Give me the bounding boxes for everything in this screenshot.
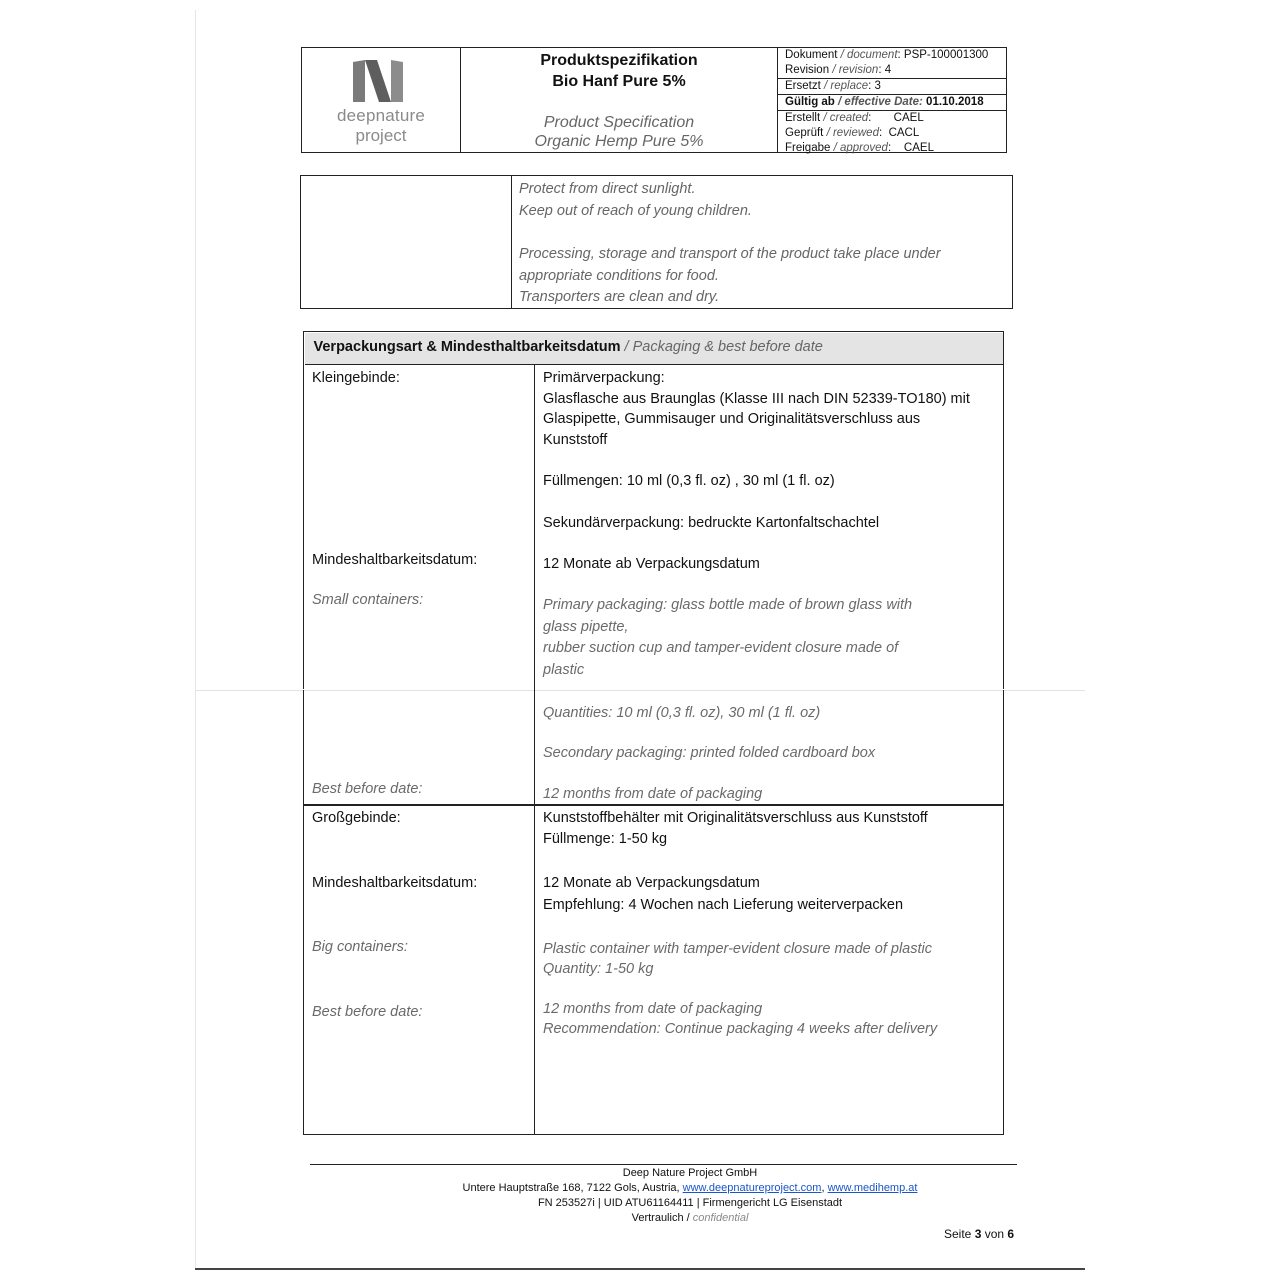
- big-recommendation-de: Empfehlung: 4 Wochen nach Lieferung weiterverpacken: [543, 897, 904, 913]
- footer-address: Untere Hauptstraße 168, 7122 Gols, Austria, www.deepnatureproject.com, www.medihemp.at: [462, 1182, 918, 1194]
- primary-packaging-en-line: glass pipette,: [543, 619, 629, 635]
- storage-box: [300, 175, 1013, 309]
- page-edge: [195, 1268, 1085, 1270]
- primary-packaging-en-line: rubber suction cup and tamper-evident closure made of: [543, 640, 899, 656]
- meta-cell: [778, 48, 1006, 152]
- storage-line: Transporters are clean and dry.: [519, 289, 720, 305]
- meta-revision: Revision / revision: 4: [785, 64, 892, 76]
- storage-line: appropriate conditions for food.: [519, 268, 719, 284]
- primary-packaging-title: Primärverpackung:: [543, 370, 665, 386]
- packaging-table: [303, 331, 1004, 1135]
- website-link[interactable]: www.deepnatureproject.com: [682, 1182, 822, 1194]
- fill-quantities-de: Füllmengen: 10 ml (0,3 fl. oz) , 30 ml (1 fl. oz): [543, 473, 835, 489]
- primary-packaging-en-line: Primary packaging: glass bottle made of brown glass with: [543, 597, 913, 613]
- page-edge: [195, 10, 196, 1270]
- secondary-packaging-en: Secondary packaging: printed folded cardboard box: [543, 745, 876, 761]
- packaging-header-en: / Packaging & best before date: [620, 338, 823, 355]
- meta-effective-date: Gültig ab / effective Date: 01.10.2018: [778, 94, 1006, 110]
- primary-packaging-en-line: plastic: [543, 662, 585, 678]
- footer-rule: [310, 1164, 1017, 1165]
- big-recommendation-en: Recommendation: Continue packaging 4 weeks after delivery: [543, 1021, 938, 1037]
- product-name-de: Bio Hanf Pure 5%: [552, 73, 686, 90]
- big-bbd-label-en: Best before date:: [312, 1004, 423, 1020]
- big-containers-label-en: Big containers:: [312, 939, 408, 955]
- title-en: Product Specification: [543, 114, 695, 131]
- meta-reviewed: Geprüft / reviewed: CACL: [785, 127, 920, 139]
- big-container-en: Plastic container with tamper-evident closure made of plastic: [543, 941, 933, 957]
- medihemp-link[interactable]: www.medihemp.at: [827, 1182, 918, 1194]
- meta-created: Erstellt / created: CAEL: [778, 110, 1006, 126]
- primary-packaging-line: Glasflasche aus Braunglas (Klasse III nach DIN 52339-TO180) mit: [543, 391, 970, 407]
- meta-approved: Freigabe / approved: CAEL: [785, 142, 934, 154]
- small-bbd-de: 12 Monate ab Verpackungsdatum: [543, 556, 760, 572]
- spec-header: [301, 47, 1007, 153]
- storage-line: Keep out of reach of young children.: [519, 203, 752, 219]
- small-bbd-label-de: Mindeshaltbarkeitsdatum:: [312, 552, 478, 568]
- small-containers-label-de: Kleingebinde:: [312, 370, 400, 386]
- big-bbd-label-de: Mindeshaltbarkeitsdatum:: [312, 875, 478, 891]
- title-de: Produktspezifikation: [540, 52, 698, 69]
- small-containers-label-en: Small containers:: [312, 592, 424, 608]
- column-divider: [511, 176, 512, 308]
- secondary-packaging-de: Sekundärverpackung: bedruckte Kartonfaltschachtel: [543, 515, 880, 531]
- big-fill-de: Füllmenge: 1-50 kg: [543, 831, 668, 847]
- quantities-en: Quantities: 10 ml (0,3 fl. oz), 30 ml (1 fl. oz): [543, 705, 821, 721]
- page-number: Seite 3 von 6: [944, 1227, 1015, 1241]
- footer-register: FN 253527i | UID ATU61164411 | Firmengericht LG Eisenstadt: [537, 1197, 843, 1209]
- big-bbd-en: 12 months from date of packaging: [543, 1001, 763, 1017]
- small-bbd-en: 12 months from date of packaging: [543, 786, 763, 802]
- big-containers-label-de: Großgebinde:: [312, 810, 401, 826]
- product-name-en: Organic Hemp Pure 5%: [534, 133, 704, 150]
- big-container-de: Kunststoffbehälter mit Originalitätsverschluss aus Kunststoff: [543, 810, 928, 826]
- footer-confidential: Vertraulich / confidential: [631, 1212, 749, 1224]
- meta-document: Dokument / document: PSP-100001300: [785, 49, 989, 61]
- storage-line: Processing, storage and transport of the product take place under: [519, 246, 941, 262]
- packaging-header-de: Verpackungsart & Mindesthaltbarkeitsdatum: [313, 338, 621, 355]
- footer-company: Deep Nature Project GmbH: [622, 1167, 758, 1179]
- primary-packaging-line: Glaspipette, Gummisauger und Originalitätsverschluss aus: [543, 411, 921, 427]
- logo-subtext: project: [355, 126, 407, 145]
- packaging-header: [305, 333, 1003, 365]
- big-quantity-en: Quantity: 1-50 kg: [543, 961, 654, 977]
- title-cell: [461, 48, 778, 152]
- big-bbd-de: 12 Monate ab Verpackungsdatum: [543, 875, 760, 891]
- logo-text: deepnature: [336, 106, 426, 125]
- small-bbd-label-en: Best before date:: [312, 781, 423, 797]
- deepnature-logo-icon: [350, 58, 406, 104]
- meta-replace: Ersetzt / replace: 3: [778, 78, 1006, 94]
- column-divider: [534, 364, 535, 1135]
- logo-cell: [302, 48, 461, 152]
- primary-packaging-line: Kunststoff: [543, 432, 608, 448]
- row-divider: [303, 804, 1004, 806]
- storage-line: Protect from direct sunlight.: [519, 181, 696, 197]
